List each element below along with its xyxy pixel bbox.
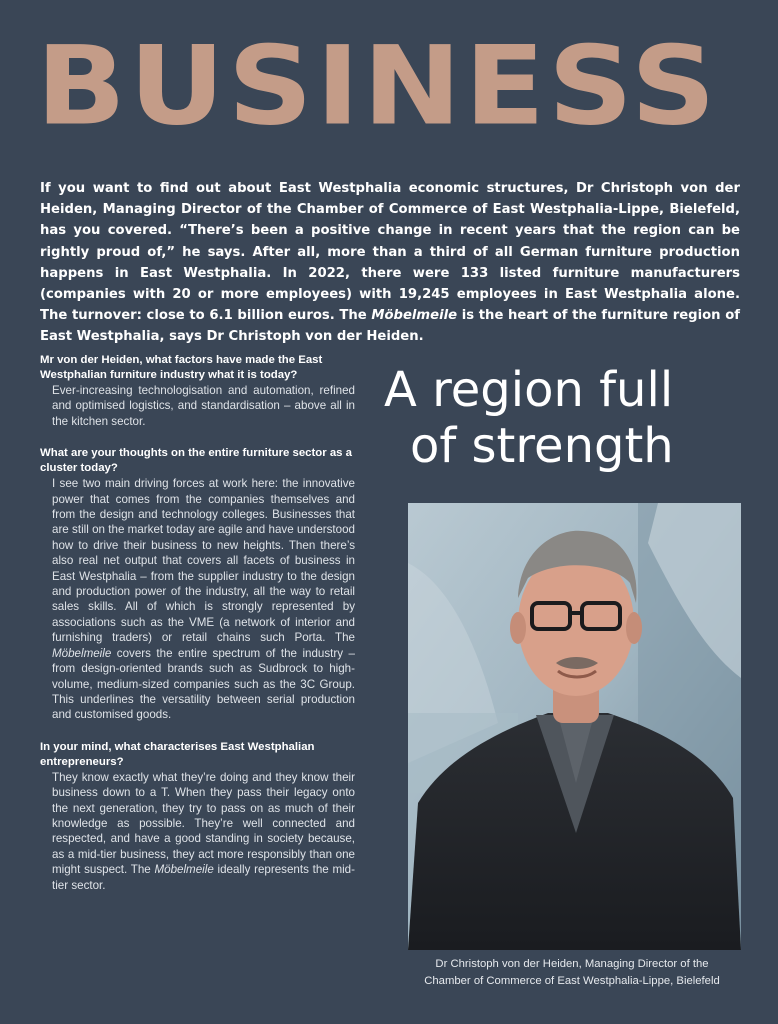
- question-2: What are your thoughts on the entire furniture sector as a cluster today?: [40, 447, 353, 475]
- answer-1: [52, 383, 355, 429]
- article-headline: [384, 362, 754, 474]
- interview-column: [40, 353, 355, 910]
- answer-3-emphasis: Möbelmeile: [154, 863, 214, 877]
- intro-text-2: is the heart of the furniture region of East Westphalia, says Dr Christoph von der Heiden.: [40, 308, 740, 345]
- portrait-illustration: [408, 503, 741, 950]
- answer-2-text-2: covers the entire spectrum of the industry – from design-oriented brands such as Sudbrock to high-volume, medium-sized companies such as the 3C Group. This underlines the versatility between serial production and customised goods.: [52, 646, 355, 722]
- caption-line-2: Chamber of Commerce of East Westphalia-Lippe, Bielefeld: [424, 975, 720, 987]
- headline-line-1: A region full: [384, 362, 674, 418]
- caption-line-1: Dr Christoph von der Heiden, Managing Director of the: [435, 958, 709, 970]
- answer-3-text-2: ideally represents the mid-tier sector.: [52, 863, 355, 892]
- portrait-photo: [408, 503, 741, 950]
- intro-paragraph: [40, 178, 740, 348]
- headline-line-2: of strength: [410, 418, 674, 474]
- answer-3: [52, 770, 355, 893]
- answer-2-emphasis: Möbelmeile: [52, 646, 112, 660]
- section-banner: BUSINESS: [36, 22, 719, 150]
- answer-2: [52, 476, 355, 723]
- answer-1-text: Ever-increasing technologisation and automation, refined and optimised logistics, and standardisation – above all in the kitchen sector.: [52, 384, 355, 428]
- intro-text-1: If you want to find out about East Westphalia economic structures, Dr Christoph von der Heiden, Managing Director of the Chamber of Commerce of East Westphalia-Lippe, Bielefeld, has you covered. “There’s been a positive change in recent years that the region can be rightly proud of,” he says. After all, more than a third of all German furniture production happens in East Westphalia. In 2022, there were 133 listed furniture manufacturers (companies with 20 or more employees) with 19,245 employees in East Westphalia alone. The turnover: close to 6.1 billion euros. The: [40, 181, 740, 324]
- intro-emphasis: Möbelmeile: [371, 308, 458, 324]
- answer-2-text-1: I see two main driving forces at work here: the innovative power that comes from the companies themselves and from the design and technology colleges. Businesses that are still on the market today are agile and have understood how to drive their business to new heights. Then there’s also real net output that covers all facets of business in East Westphalia – from the supplier industry to the design and production power of the industry, all the way to retail sales skills. All of which is strongly represented by associations such as the VME (a network of interior and furnishing traders) or retail chains such Porta. The: [52, 477, 355, 645]
- question-1: Mr von der Heiden, what factors have made the East Westphalian furniture industry what it is today?: [40, 354, 323, 381]
- photo-caption: [396, 956, 748, 990]
- answer-3-text-1: They know exactly what they’re doing and they know their business down to a T. When they pass their legacy onto the next generation, they try to pass on as much of their knowledge as possible. They’re well connected and respected, and have a good standing in society because, as a mid-tier business, they act more responsibly than one might suspect. The: [52, 770, 355, 877]
- question-3: In your mind, what characterises East Westphalian entrepreneurs?: [40, 740, 315, 768]
